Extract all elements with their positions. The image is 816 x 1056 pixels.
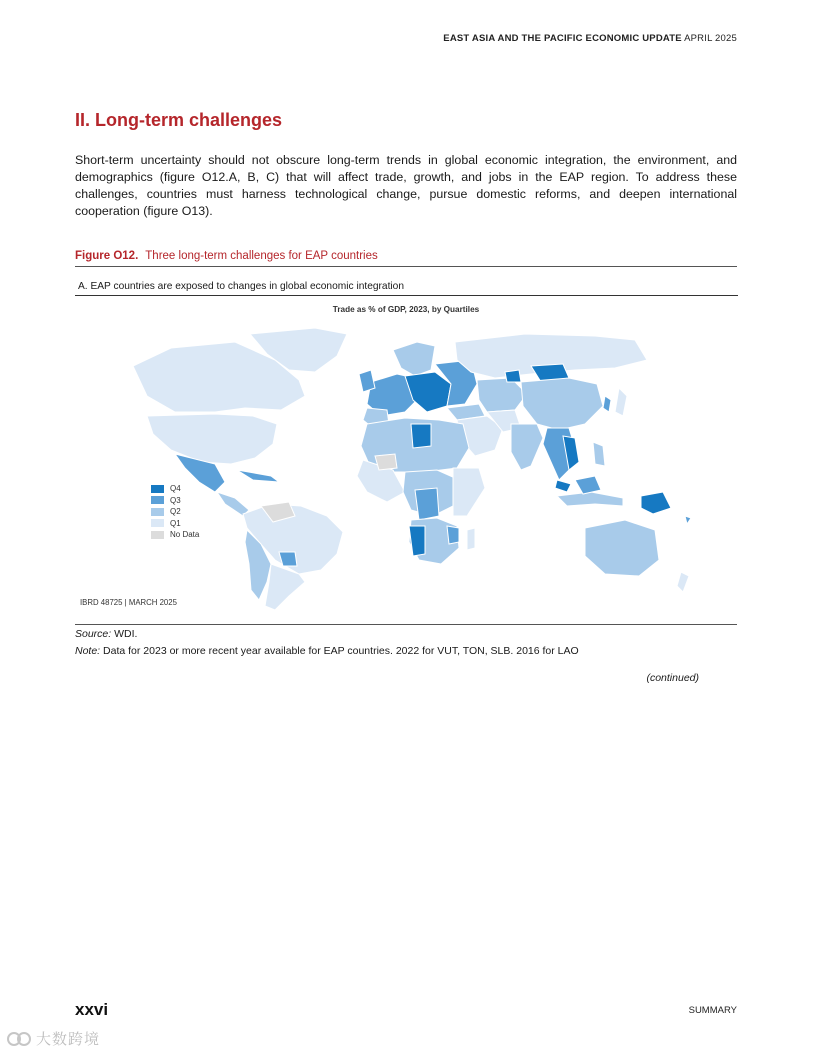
note-text: Data for 2023 or more recent year available for EAP countries. 2022 for VUT, TON, SLB. 2016 for LAO: [103, 645, 579, 657]
madagascar: [467, 528, 475, 550]
usa: [147, 414, 277, 464]
caribbean: [237, 470, 279, 482]
legend-item-no-data: [151, 529, 199, 541]
figure-source: [75, 628, 137, 640]
congo-region: [415, 488, 439, 520]
footer-section-name: SUMMARY: [688, 1005, 737, 1016]
page-number: xxvi: [75, 1000, 109, 1019]
central-europe: [405, 372, 451, 412]
korea: [603, 396, 611, 412]
watermark: [6, 1028, 100, 1049]
map-legend: [151, 483, 199, 541]
world-map: [75, 320, 737, 615]
mozambique: [447, 526, 459, 544]
source-text: WDI.: [114, 628, 138, 640]
world-map-figure: [75, 300, 737, 620]
map-title: Trade as % of GDP, 2023, by Quartiles: [332, 305, 480, 314]
sahel-no-data: [375, 454, 397, 470]
watermark-logo-icon: [6, 1030, 32, 1048]
legend-swatch-q1: [151, 519, 164, 527]
figure-number: Figure O12.: [75, 250, 139, 262]
new-zealand: [677, 572, 689, 592]
legend-swatch-q4: [151, 485, 164, 493]
running-header-title: EAST ASIA AND THE PACIFIC ECONOMIC UPDATE: [443, 33, 682, 44]
kazakhstan-link: [505, 370, 521, 382]
legend-label-no-data: No Data: [170, 530, 200, 540]
legend-swatch-no-data: [151, 531, 164, 539]
pacific-islands: [685, 516, 691, 524]
source-label: Source:: [75, 628, 112, 640]
malaysia-singapore: [555, 480, 571, 492]
australia: [585, 520, 659, 576]
legend-item-q4: [151, 483, 199, 495]
legend-swatch-q3: [151, 496, 164, 504]
central-america: [217, 492, 249, 516]
east-africa: [453, 468, 485, 516]
legend-swatch-q2: [151, 508, 164, 516]
namibia: [409, 526, 425, 556]
legend-label-q2: Q2: [170, 507, 181, 517]
figure-bottom-rule: [75, 624, 737, 625]
borneo: [575, 476, 601, 494]
japan: [615, 388, 627, 416]
philippines: [593, 442, 605, 466]
figure-caption: Three long-term challenges for EAP countries: [145, 250, 378, 262]
continued-label: (continued): [646, 672, 699, 684]
legend-label-q1: Q1: [170, 518, 181, 528]
china: [521, 378, 603, 430]
libya: [411, 424, 431, 448]
legend-label-q3: Q3: [170, 495, 181, 505]
legend-item-q3: [151, 495, 199, 507]
running-header-date: APRIL 2025: [684, 33, 737, 44]
central-asia: [477, 378, 527, 412]
indonesia: [557, 492, 623, 506]
running-header: [443, 33, 737, 44]
panel-title: A. EAP countries are exposed to changes in global economic integration: [75, 281, 738, 296]
scandinavia: [393, 342, 435, 376]
section-title: II. Long-term challenges: [75, 110, 283, 130]
legend-label-q4: Q4: [170, 484, 181, 494]
legend-item-q2: [151, 506, 199, 518]
india: [511, 424, 543, 470]
legend-item-q1: [151, 518, 199, 530]
papua-new-guinea: [641, 492, 671, 514]
map-credit: IBRD 48725 | MARCH 2025: [80, 598, 177, 607]
note-label: Note:: [75, 645, 101, 657]
body-paragraph: Short-term uncertainty should not obscure long-term trends in global economic integration, the environment, and demographics (figure O12.A, B, C) that will affect trade, growth, and jobs in the EAP region. To address these challenges, countries must harness technological change, pursue domestic reforms, and deepen international cooperation (figure O13).: [75, 153, 737, 218]
figure-note: [75, 645, 579, 657]
watermark-text: 大数跨境: [36, 1031, 101, 1048]
uk-ireland: [359, 370, 375, 392]
figure-title: [75, 250, 737, 267]
